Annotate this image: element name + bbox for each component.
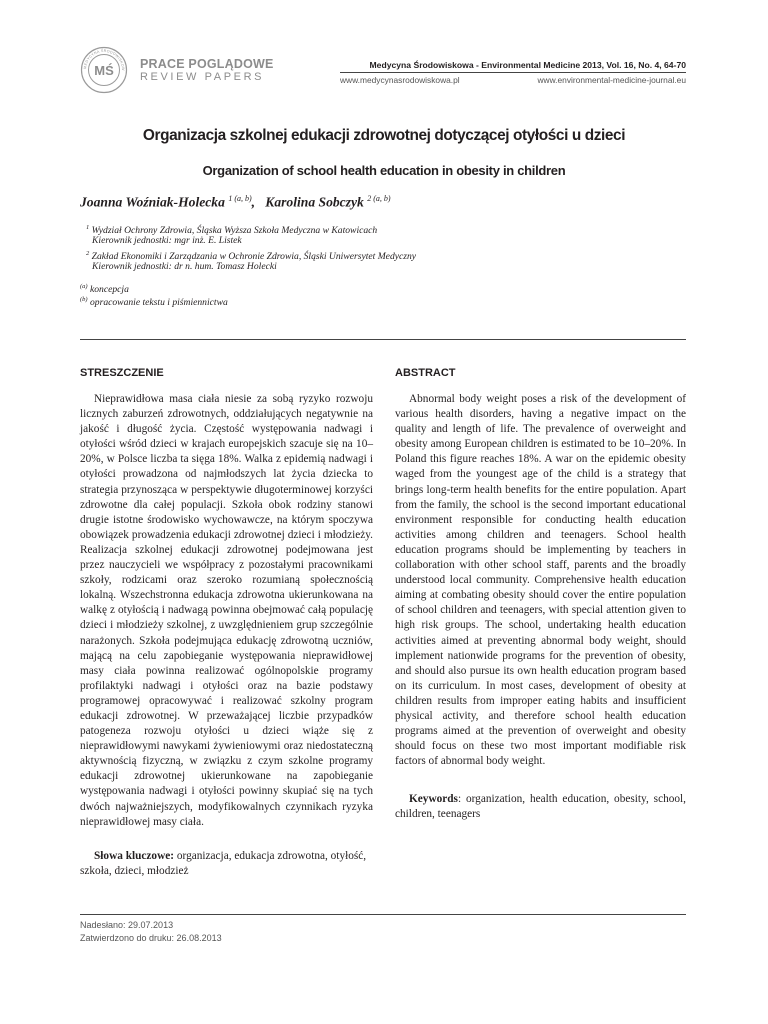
- author-name: Karolina Sobczyk: [265, 194, 364, 210]
- keywords-pl: organizacja, edukacja zdrowotna, otyłość, szkoła, dzieci, młodzież: [80, 850, 367, 878]
- affiliation-number: 2: [86, 250, 90, 257]
- keywords-en: : organization, health education, obesity, school, children, teenagers: [395, 793, 686, 821]
- streszczenie-heading: STRESZCZENIE: [80, 367, 164, 379]
- affiliation-institution: Zakład Ekonomiki i Zarządzania w Ochronie Zdrowia, Śląski Uniwersytet Medyczny: [91, 251, 417, 263]
- abstract-text: [395, 392, 686, 769]
- journal-url-en[interactable]: www.environmental-medicine-journal.eu: [537, 75, 686, 85]
- author-list: [80, 194, 391, 211]
- contribution-text: koncepcja: [90, 284, 129, 296]
- keywords-label-pl: Słowa kluczowe:: [94, 850, 175, 862]
- streszczenie-text: [80, 392, 373, 830]
- series-label-en: REVIEW PAPERS: [140, 71, 265, 83]
- journal-seal-logo: [80, 46, 128, 94]
- journal-url-pl[interactable]: www.medycynasrodowiskowa.pl: [340, 75, 460, 85]
- author-separator: ,: [251, 194, 256, 210]
- accepted-date: Zatwierdzono do druku: 26.08.2013: [80, 933, 222, 943]
- contribution-text: opracowanie tekstu i piśmiennictwa: [90, 297, 228, 309]
- seal-mark: MŚ: [94, 63, 114, 78]
- footer-divider: [80, 914, 686, 915]
- author-affiliation-mark: 2 (a, b): [367, 194, 391, 203]
- contribution-b: [80, 293, 228, 309]
- affiliation-number: 1: [86, 224, 90, 231]
- article-title-en: Organization of school health education in obesity in children: [202, 163, 566, 178]
- article-title-pl: Organizacja szkolnej edukacji zdrowotnej dotyczącej otyłości u dzieci: [142, 127, 626, 144]
- affiliation-1-head: Kierownik jednostki: mgr inż. E. Listek: [92, 235, 242, 246]
- series-label-pl: PRACE POGLĄDOWE: [140, 57, 274, 71]
- abstract-heading: ABSTRACT: [395, 367, 456, 379]
- slowa-kluczowe: [80, 849, 373, 879]
- contribution-mark: (b): [80, 296, 88, 303]
- affiliation-institution: Wydział Ochrony Zdrowia, Śląska Wyższa Szkoła Medyczna w Katowicach: [91, 225, 378, 237]
- author-name: Joanna Woźniak-Holecka: [80, 194, 225, 210]
- affiliation-2-head: Kierownik jednostki: dr n. hum. Tomasz Holecki: [92, 261, 277, 272]
- section-divider: [80, 339, 686, 340]
- keywords-en-block: [395, 792, 686, 822]
- header-divider: [340, 72, 686, 73]
- author-affiliation-mark: 1 (a, b): [228, 194, 252, 203]
- received-date: Nadesłano: 29.07.2013: [80, 920, 174, 930]
- keywords-label-en: Keywords: [409, 793, 458, 805]
- streszczenie-body: Nieprawidłowa masa ciała niesie za sobą ryzyko rozwoju licznych zaburzeń zdrowotnych, oddziałujących negatywnie na jakość i długość życia. Częstość występowania nadwagi i otyłości wśród dzieci w krajach europejskich szacuje się na 10–20%, w Polsce liczba ta sięga 18%. Walka z epidemią nadwagi i otyłości prowadzona od najmłodszych lat życia dziecka to strategia przynosząca w perspektywie długoterminowej korzyści zdrowotne dla całej populacji. Szkoła obok rodziny stanowi drugie istotne środowisko wychowawcze, na którym spoczywa obowiązek prowadzenia edukacji zdrowotnej dzieci i młodzieży. Realizacja szkolnej edukacji zdrowotnej podejmowana jest przez nauczycieli we współpracy z pozostałymi pracownikami szkoły, rodzicami oraz szeroko rozumianą społecznością lokalną. Wszechstronna edukacja zdrowotna ukierunkowana na walkę z otyłością i nadwagą powinna obejmować całą populację dzieci i młodzieży szkolnej, z uwzględnieniem grup szczególnie narażonych. Szkoła podejmująca edukację zdrowotną uczniów, mającą na celu zapobieganie występowania nieprawidłowej masy ciała powinna realizować ogólnopolskie programy profilaktyki nadwagi i otyłości oraz na bazie podstawy programowej opracowywać i realizować szkolny program edukacji zdrowotnej. W przeważającej liczbie przypadków patogeneza rozwoju otyłości u dzieci wiąże się z nieprawidłowymi nawykami żywieniowymi oraz niedostateczną aktywnością fizyczną, w związku z czym szkolne programy edukacji zdrowotnej ukierunkowane na zapobieganie występowania nadwagi i otyłości powinny skupiać się na tych dwóch najważniejszych, modyfikowalnych czynnikach ryzyka nieprawidłowej masy ciała.: [80, 393, 373, 828]
- abstract-body: Abnormal body weight poses a risk of the development of various health disorders, having a negative impact on the quality and length of life. The prevalence of overweight and obesity among European children is estimated to be 10–20%. In Poland this figure reaches 18%. A war on the epidemic obesity waged from the youngest age of the child is a strategy that brings long-term health benefits for the entire population. Apart from the family, the school is the second important educational environment responsible for conducting health education activities among children and teenagers. School health education programs should be implementing by teachers in collaboration with other school staff, parents and the broadly understood local community. Comprehensive health education aiming at combating obesity should cover the entire population of school children and teenagers, with special attention given to high risk groups. The school, undertaking health education activities aimed at preventing abnormal body weight, should implement nationwide programs for the prevention of obesity, and should also pursue its own health education program based on its curriculum. In most cases, development of obesity at children results from improper eating habits and insufficient physical activity, and therefore school health education programs aimed at the prevention of overweight and obesity should focus on these two most important modifiable risk factors of abnormal body weight.: [395, 393, 686, 768]
- contribution-mark: (a): [80, 283, 88, 290]
- journal-citation: Medycyna Środowiskowa - Environmental Medicine 2013, Vol. 16, No. 4, 64-70: [369, 60, 686, 70]
- seal-ring-text: MEDYCYNA ŚRODOWISKOW: [82, 48, 126, 71]
